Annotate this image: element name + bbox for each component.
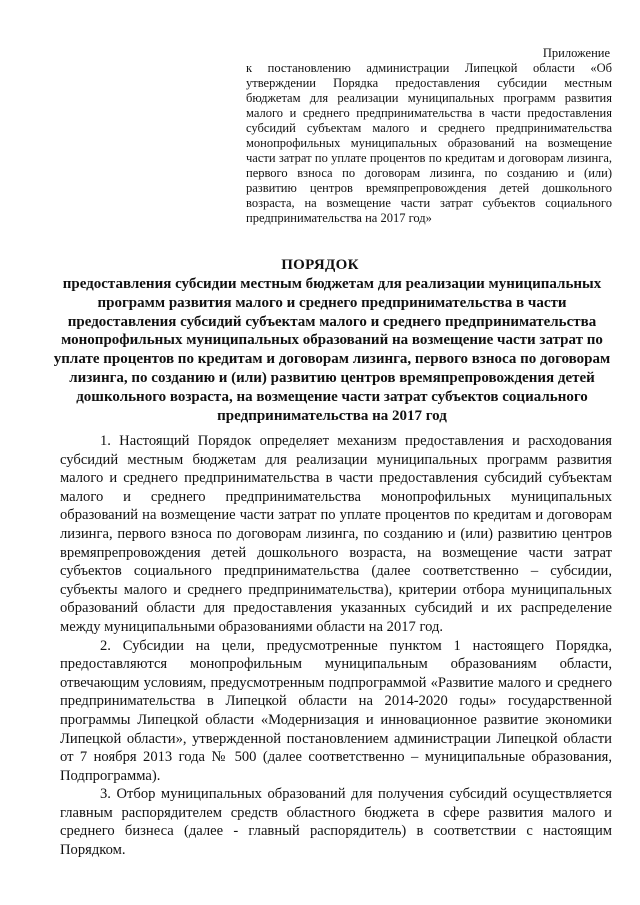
appendix-label: Приложение	[542, 46, 610, 60]
paragraph-3: 3. Отбор муниципальных образований для получения субсидий осуществляется главным распорядителем средств областного бюджета в сфере развития малого и среднего бизнеса (далее - главный распорядитель) в соответствии с настоящим Порядком.	[60, 786, 612, 859]
paragraph-1: 1. Настоящий Порядок определяет механизм предоставления и расходования субсидий местным бюджетам для реализации муниципальных программ развития малого и среднего предпринимательства в части предоставления субсидий субъектам малого и среднего предпринимательства монопрофильных муниципальных образований на возмещение части затрат по уплате процентов по кредитам и договорам лизинга, первого взноса по договорам лизинга, по созданию и (или) развитию центров времяпрепровождения детей дошкольного возраста, на возмещение части затрат субъектов социального предпринимательства (далее соответственно – субсидии, субъекты малого и среднего предпринимательства), критерии отбора муниципальных образований области для предоставления указанных субсидий и их распределение между муниципальными образованиями области на 2017 год.	[60, 433, 612, 635]
document-body	[60, 432, 612, 860]
appendix-reference-text: к постановлению администрации Липецкой области «Об утверждении Порядка предоставления субсидии местным бюджетам для реализации муниципальных программ развития малого и среднего предпринимательства в части предоставления субсидий субъектам малого и среднего предпринимательства монопрофильных муниципальных образований на возмещение части затрат по уплате процентов по кредитам и договорам лизинга, первого взноса по договорам лизинга, по созданию и (или) развитию центров времяпрепровождения детей дошкольного возраста, на возмещение части затрат субъектов социального предпринимательства на 2017 год»	[246, 61, 612, 225]
document-subtitle: предоставления субсидии местным бюджетам для реализации муниципальных программ развития малого и среднего предпринимательства в части предоставления субсидий субъектам малого и среднего предпринимательства монопрофильных муниципальных образований на возмещение части затрат по уплате процентов по кредитам и договорам лизинга, первого взноса по договорам лизинга, по созданию и (или) развитию центров времяпрепровождения детей дошкольного возраста, на возмещение части затрат субъектов социального предпринимательства на 2017 год	[53, 276, 611, 424]
document-title: ПОРЯДОК	[281, 257, 359, 273]
paragraph-2: 2. Субсидии на цели, предусмотренные пунктом 1 настоящего Порядка, предоставляются монопрофильным муниципальным образованиям области, отвечающим условиям, предусмотренным подпрограммой «Развитие малого и среднего предпринимательства в Липецкой области на 2014-2020 годы» государственной программы Липецкой области «Модернизация и инновационное развитие экономики Липецкой области», утвержденной постановлением администрации Липецкой области от 7 ноября 2013 года № 500 (далее соответственно – муниципальные образования, Подпрограмма).	[60, 637, 612, 784]
